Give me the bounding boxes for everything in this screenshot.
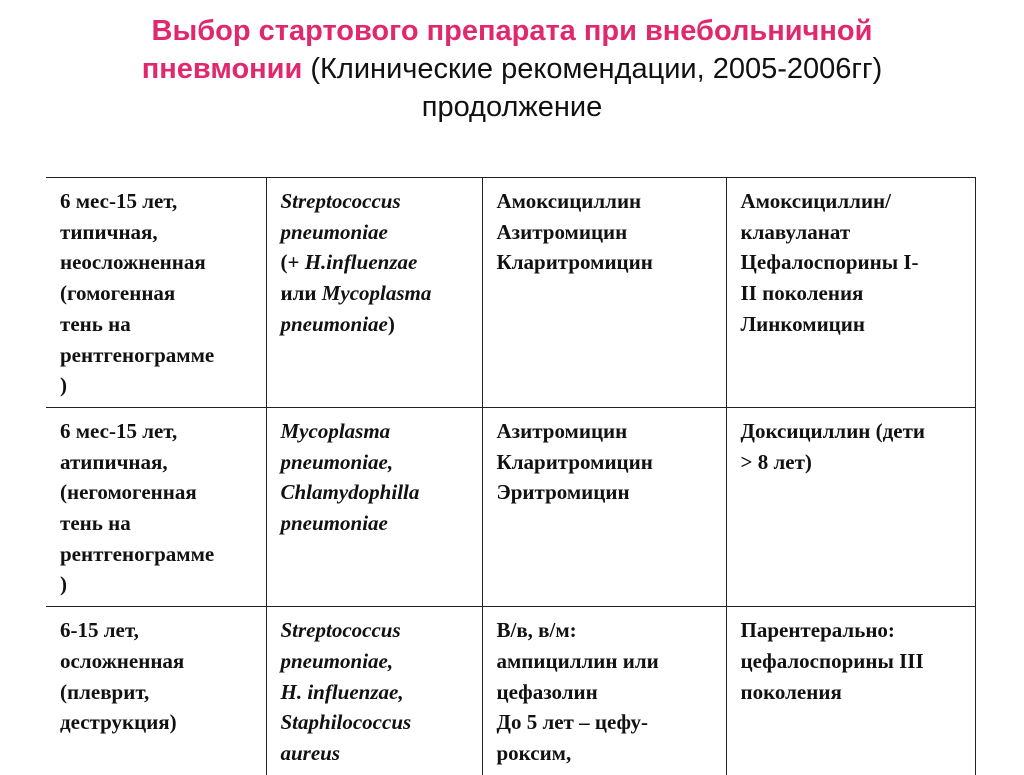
cell-alternative: Амоксициллин/ клавуланат Цефалоспорины I- II поколения Линкомицин <box>726 178 975 408</box>
title-line2-rest: (Клинические рекомендации, 2005-2006гг) <box>302 53 883 85</box>
cell-group: 6-15 лет, осложненная (плеврит, деструкция) <box>46 607 266 775</box>
table-row <box>46 407 975 606</box>
cell-first-choice: Азитромицин Кларитромицин Эритромицин <box>482 407 726 606</box>
title-line3: продолжение <box>421 91 603 123</box>
cell-first-choice: Амоксициллин Азитромицин Кларитромицин <box>482 178 726 408</box>
cell-pathogens: Streptococcus pneumoniae (+ H.influenzae или Mycoplasma pneumoniae) <box>266 178 482 408</box>
therapy-table <box>46 177 976 775</box>
table-row <box>46 178 975 408</box>
cell-alternative: Парентерально: цефалоспорины III поколения <box>726 607 975 775</box>
title-line2 <box>0 50 1024 88</box>
title-highlight-line2: пневмонии <box>141 53 303 85</box>
cell-pathogens: Streptococcus pneumoniae, H. influenzae, Staphilococcus aureus <box>266 607 482 775</box>
cell-alternative: Доксициллин (дети > 8 лет) <box>726 407 975 606</box>
cell-group: 6 мес-15 лет, типичная, неосложненная (гомогенная тень на рентгенограмме ) <box>46 178 266 408</box>
cell-group: 6 мес-15 лет, атипичная, (негомогенная тень на рентгенограмме ) <box>46 407 266 606</box>
table-row <box>46 607 975 775</box>
slide-title <box>0 12 1024 126</box>
cell-pathogens: Mycoplasma pneumoniae, Chlamydophilla pneumoniae <box>266 407 482 606</box>
title-highlight-line1: Выбор стартового препарата при внебольничной <box>151 15 873 47</box>
cell-first-choice: В/в, в/м: ампициллин или цефазолин До 5 лет – цефу- роксим, <box>482 607 726 775</box>
